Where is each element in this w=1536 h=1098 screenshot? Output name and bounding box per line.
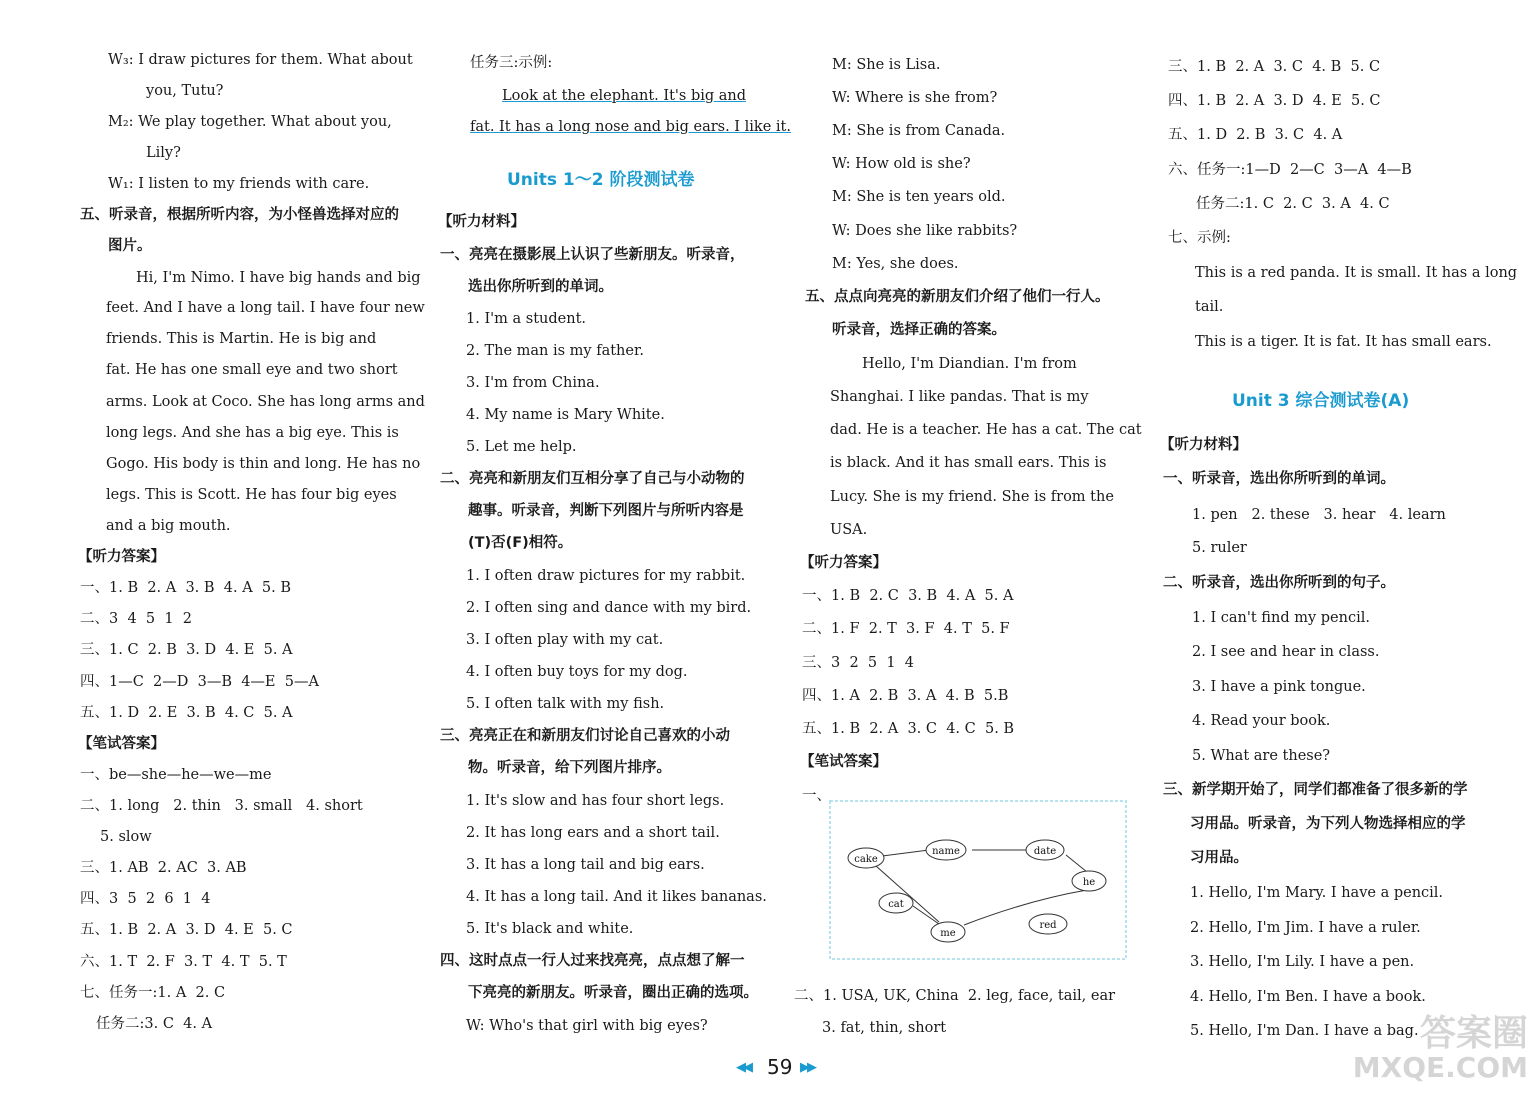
col4-text-line: 三、1. B 2. A 3. C 4. B 5. C xyxy=(1168,59,1381,75)
col1-text-line: 二、3 4 5 1 2 xyxy=(80,611,192,627)
col1-text-line: feet. And I have a long tail. I have four new xyxy=(106,300,425,316)
col1-text-line: 5. slow xyxy=(100,829,152,845)
page-number: 59 xyxy=(767,1055,793,1079)
col2-text-line: W: Who's that girl with big eyes? xyxy=(466,1018,708,1034)
diagram-word: date xyxy=(1033,846,1057,857)
col1-text-line: 一、1. B 2. A 3. B 4. A 5. B xyxy=(80,580,292,596)
col2-text-line: 5. It's black and white. xyxy=(466,921,634,937)
col2-text-line: 2. I often sing and dance with my bird. xyxy=(466,600,752,616)
col2-text-line: 三、亮亮正在和新朋友们讨论自己喜欢的小动 xyxy=(440,728,730,744)
col4-text-line: 1. pen 2. these 3. hear 4. learn xyxy=(1192,507,1446,523)
page-footer xyxy=(736,1055,826,1083)
col2-text-line: (T)否(F)相符。 xyxy=(468,535,573,551)
col4-text-line: 5. What are these? xyxy=(1192,748,1331,764)
col3-text-line: 【笔试答案】 xyxy=(800,754,887,770)
section-title-units-1-2: Units 1～2 阶段测试卷 xyxy=(507,170,695,190)
col3-text-line: M: She is ten years old. xyxy=(832,189,1006,205)
col1-text-line: W₁: I listen to my friends with care. xyxy=(108,176,370,192)
col1-text-line: 【听力答案】 xyxy=(78,549,165,565)
col3-text-line: 一、 xyxy=(802,788,831,804)
col2-text-line: 4. It has a long tail. And it likes bananas. xyxy=(466,889,767,905)
col2-text-line: 一、亮亮在摄影展上认识了些新朋友。听录音， xyxy=(440,247,745,263)
col3-text-line: 五、点点向亮亮的新朋友们介绍了他们一行人。 xyxy=(805,289,1110,305)
col2-text-line: 四、这时点点一行人过来找亮亮，点点想了解一 xyxy=(440,953,745,969)
col3-text-line: dad. He is a teacher. He has a cat. The cat xyxy=(830,422,1142,438)
col1-text-line: 四、1—C 2—D 3—B 4—E 5—A xyxy=(80,674,319,690)
col3-text-line: 二、1. F 2. T 3. F 4. T 5. F xyxy=(802,621,1010,637)
col2-text-line: 1. It's slow and has four short legs. xyxy=(466,793,725,809)
col1-text-line: fat. He has one small eye and two short xyxy=(106,362,398,378)
col1-text-line: M₂: We play together. What about you, xyxy=(108,114,392,130)
col3-text-line: W: Where is she from? xyxy=(832,90,998,106)
col4-text-line: 五、1. D 2. B 3. C 4. A xyxy=(1168,127,1343,143)
col4-text-line: 2. I see and hear in class. xyxy=(1192,644,1380,660)
watermark-line-1: 答案圈 xyxy=(1419,1013,1528,1054)
diagram-word: red xyxy=(1039,920,1057,931)
col3-text-line: M: She is from Canada. xyxy=(832,123,1006,139)
col4-text-line: 习用品。 xyxy=(1190,850,1248,866)
col3-text-line: 四、1. A 2. B 3. A 4. B 5.B xyxy=(802,688,1009,704)
col2-text-line: 3. It has a long tail and big ears. xyxy=(466,857,705,873)
col4-text-line: 3. Hello, I'm Lily. I have a pen. xyxy=(1190,954,1415,970)
col1-text-line: 图片。 xyxy=(108,238,152,254)
col3-text-line: 三、3 2 5 1 4 xyxy=(802,655,914,671)
col3-text-line: 【听力答案】 xyxy=(800,555,887,571)
col3-text-line: Lucy. She is my friend. She is from the xyxy=(830,489,1114,505)
col3-text-line: 一、1. B 2. C 3. B 4. A 5. A xyxy=(802,588,1014,604)
col4-text-line: 七、示例: xyxy=(1168,230,1231,246)
watermark-logo xyxy=(1353,1005,1528,1090)
col3-text-line: 3. fat, thin, short xyxy=(822,1020,947,1036)
col2-text-line: 物。听录音，给下列图片排序。 xyxy=(468,760,671,776)
col4-text-line: 四、1. B 2. A 3. D 4. E 5. C xyxy=(1168,93,1381,109)
col1-text-line: legs. This is Scott. He has four big eyes xyxy=(106,487,397,503)
diagram-word: cake xyxy=(854,854,878,865)
col4-text-line: 3. I have a pink tongue. xyxy=(1192,679,1366,695)
col4-text-line: 二、听录音，选出你所听到的句子。 xyxy=(1163,575,1395,591)
diagram-word: cat xyxy=(888,899,904,910)
col1-text-line: 任务二:3. C 4. A xyxy=(96,1016,213,1032)
col4-text-line: 三、新学期开始了，同学们都准备了很多新的学 xyxy=(1163,782,1468,798)
col3-text-line: 二、1. USA, UK, China 2. leg, face, tail, ear xyxy=(794,988,1116,1004)
col1-text-line: 一、be—she—he—we—me xyxy=(80,767,272,783)
col2-text-line: 趣事。听录音，判断下列图片与所听内容是 xyxy=(468,503,744,519)
diagram-word: me xyxy=(940,928,956,939)
col3-text-line: is black. And it has small ears. This is xyxy=(830,455,1107,471)
col4-text-line: 4. Read your book. xyxy=(1192,713,1331,729)
col4-text-line: 5. ruler xyxy=(1192,540,1247,556)
col3-text-line: Shanghai. I like pandas. That is my xyxy=(830,389,1089,405)
col2-text-line: fat. It has a long nose and big ears. I like it. xyxy=(470,119,791,135)
col1-text-line: 六、1. T 2. F 3. T 4. T 5. T xyxy=(80,954,287,970)
col2-text-line: 2. It has long ears and a short tail. xyxy=(466,825,720,841)
prev-arrows-icon: ◀◀ xyxy=(736,1060,750,1075)
col2-text-line: 3. I often play with my cat. xyxy=(466,632,664,648)
col1-text-line: 四、3 5 2 6 1 4 xyxy=(80,891,211,907)
col4-text-line: 一、听录音，选出你所听到的单词。 xyxy=(1163,471,1395,487)
col2-text-line: 5. I often talk with my fish. xyxy=(466,696,665,712)
word-web-diagram xyxy=(829,800,1127,960)
col1-text-line: 五、听录音，根据所听内容，为小怪兽选择对应的 xyxy=(80,207,399,223)
col2-text-line: 1. I'm a student. xyxy=(466,311,587,327)
col1-text-line: 二、1. long 2. thin 3. small 4. short xyxy=(80,798,363,814)
col1-text-line: 【笔试答案】 xyxy=(78,736,165,752)
watermark-line-2: MXQE.COM xyxy=(1352,1051,1528,1084)
col3-text-line: W: Does she like rabbits? xyxy=(832,223,1018,239)
col2-text-line: 5. Let me help. xyxy=(466,439,577,455)
col3-text-line: 听录音，选择正确的答案。 xyxy=(832,322,1006,338)
col4-text-line: 任务二:1. C 2. C 3. A 4. C xyxy=(1196,196,1390,212)
col4-text-line: 2. Hello, I'm Jim. I have a ruler. xyxy=(1190,920,1421,936)
col2-text-line: 任务三:示例: xyxy=(470,55,553,71)
col4-text-line: This is a red panda. It is small. It has a long xyxy=(1195,265,1518,281)
col4-text-line: 4. Hello, I'm Ben. I have a book. xyxy=(1190,989,1426,1005)
col1-text-line: 三、1. AB 2. AC 3. AB xyxy=(80,860,247,876)
col4-text-line: 1. I can't find my pencil. xyxy=(1192,610,1370,626)
col2-text-line: 【听力材料】 xyxy=(438,214,525,230)
section-title-unit-3: Unit 3 综合测试卷(A) xyxy=(1232,391,1410,411)
col2-text-line: 3. I'm from China. xyxy=(466,375,600,391)
col1-text-line: friends. This is Martin. He is big and xyxy=(106,331,377,347)
col4-text-line: 5. Hello, I'm Dan. I have a bag. xyxy=(1190,1023,1419,1039)
col2-text-line: 下亮亮的新朋友。听录音，圈出正确的选项。 xyxy=(468,985,758,1001)
col1-text-line: Hi, I'm Nimo. I have big hands and big xyxy=(136,270,421,286)
diagram-word: name xyxy=(932,846,960,857)
col2-text-line: Look at the elephant. It's big and xyxy=(502,88,747,104)
col1-text-line: 五、1. B 2. A 3. D 4. E 5. C xyxy=(80,922,293,938)
col1-text-line: long legs. And she has a big eye. This is xyxy=(106,425,399,441)
col4-text-line: This is a tiger. It is fat. It has small ears. xyxy=(1195,334,1492,350)
col1-text-line: 五、1. D 2. E 3. B 4. C 5. A xyxy=(80,705,293,721)
col1-text-line: W₃: I draw pictures for them. What about xyxy=(108,52,413,68)
col3-text-line: USA. xyxy=(830,522,868,538)
col2-text-line: 4. I often buy toys for my dog. xyxy=(466,664,688,680)
diagram-word: he xyxy=(1082,877,1096,888)
col4-text-line: tail. xyxy=(1195,299,1224,315)
col1-text-line: you, Tutu? xyxy=(146,83,224,99)
col1-text-line: 七、任务一:1. A 2. C xyxy=(80,985,226,1001)
col2-text-line: 2. The man is my father. xyxy=(466,343,644,359)
next-arrows-icon: ▶▶ xyxy=(800,1060,814,1075)
col2-text-line: 1. I often draw pictures for my rabbit. xyxy=(466,568,746,584)
col1-text-line: Lily? xyxy=(146,145,181,161)
col4-text-line: 六、任务一:1—D 2—C 3—A 4—B xyxy=(1168,162,1412,178)
col1-text-line: Gogo. His body is thin and long. He has no xyxy=(106,456,421,472)
col3-text-line: M: Yes, she does. xyxy=(832,256,959,272)
col2-text-line: 4. My name is Mary White. xyxy=(466,407,665,423)
col2-text-line: 二、亮亮和新朋友们互相分享了自己与小动物的 xyxy=(440,471,745,487)
col4-text-line: 【听力材料】 xyxy=(1160,437,1247,453)
col3-text-line: 五、1. B 2. A 3. C 4. C 5. B xyxy=(802,721,1015,737)
col4-text-line: 习用品。听录音，为下列人物选择相应的学 xyxy=(1190,816,1466,832)
col3-text-line: W: How old is she? xyxy=(832,156,971,172)
col3-text-line: M: She is Lisa. xyxy=(832,57,941,73)
col1-text-line: arms. Look at Coco. She has long arms and xyxy=(106,394,425,410)
col2-text-line: 选出你所听到的单词。 xyxy=(468,279,613,295)
col4-text-line: 1. Hello, I'm Mary. I have a pencil. xyxy=(1190,885,1444,901)
col1-text-line: 三、1. C 2. B 3. D 4. E 5. A xyxy=(80,642,293,658)
col3-text-line: Hello, I'm Diandian. I'm from xyxy=(862,356,1077,372)
col1-text-line: and a big mouth. xyxy=(106,518,231,534)
